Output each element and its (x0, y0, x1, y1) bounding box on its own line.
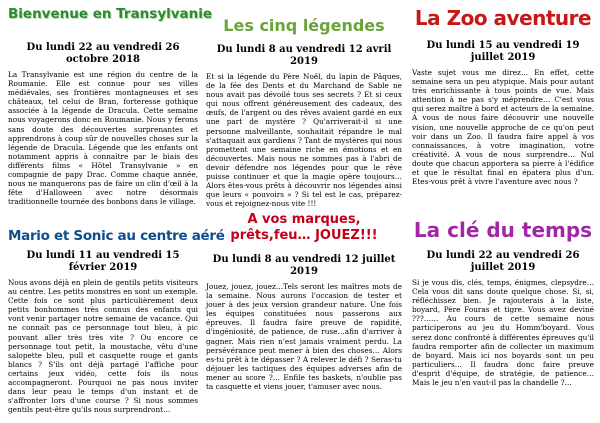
section-date: Du lundi 8 au vendredi 12 avril 2019 (216, 44, 392, 67)
section-title: Mario et Sonic au centre aéré (8, 228, 225, 244)
section-title: Bienvenue en Transylvanie (8, 6, 213, 22)
section-title: A vos marques, prêts,feu… JOUEZ!!! (230, 212, 378, 243)
section-text: Et si la légende du Père Noël, du lapin de Pâques, de la fée des Dents et du Marchand de Sable ne nous avait pas dévoilé tous ses secrets ? Et si ceux qui nous offrent généreusement des cadeaux, des œufs, de l'argent ou des rêves avaient gardé en eux une part de mystère ? Qu'arriverait-il si une personne malveillante, souhaitait répandre le mal s'attaquait aux gardiens ? Tant de mystères qui nous promettent une semaine riche en émotions et en découvertes. Mais nous ne sommes pas à l'abri de devoir défendre nos légendes pour que le rêve puisse continuer et que la magie opère toujours… Alors êtes-vous prêts à découvrir nos légendes ainsi que leurs « pouvoirs » ? Si tel est le cas, préparez-vous et rejoignez-nous vite !!! (206, 72, 402, 209)
section-date: Du lundi 22 au vendredi 26 octobre 2018 (26, 42, 180, 65)
section-date: Du lundi 11 au vendredi 15 février 2019 (26, 250, 180, 273)
section-zoo-aventure (412, 6, 594, 214)
section-text: Vaste sujet vous me direz… En effet, cette semaine sera un peu atypique. Mais pour autant très enrichissante à tous points de vue. Mais attention à ne pas s'y méprendre… C'est vous qui serez maître à bord et acteurs de la semaine. A vous de nous faire découvrir une nouvelle vision, une nouvelle approche de ce qu'on peut voir dans un Zoo. Il faudra faire appel à vos connaissances, à votre imagination, votre créativité. A vous de nous surprendre… Nul doute que chacun apportera sa pierre à l'édifice et que le résultat final en épatera plus d'un. Etes-vous prêt à vivre l'aventure avec nous ? (412, 68, 594, 187)
section-date: Du lundi 22 au vendredi 26 juillet 2019 (426, 250, 580, 273)
section-text: Jouez, jouez, jouez…Tels seront les maîtres mots de la semaine. Nous aurons l'occasion de tester et jouer à des jeux version grandeur nature. Une fois les équipes constituées nous passerons aux épreuves. Il faudra faire preuve de rapidité, d'ingéniosité, de patience, de ruse…afin d'arriver à gagner. Mais rien n'est jamais vraiment perdu. La persévérance peut mener à bien des choses… Alors es-tu prêt à te dépasser ? A relever le défi ? Seras-tu déjouer les tactiques des équipes adverses afin de mener au score ?… Enfile tes baskets, n'oublie pas ta casquette et viens jouer, t'amuser avec nous. (206, 282, 402, 392)
section-title: La Zoo aventure (414, 6, 592, 30)
section-mario-sonic (8, 228, 225, 423)
section-cinq-legendes (206, 6, 402, 214)
section-cle-du-temps (412, 218, 594, 423)
section-date: Du lundi 15 au vendredi 19 juillet 2019 (426, 40, 580, 63)
section-transylvanie (8, 6, 213, 214)
section-text: Si je vous dis, clés, temps, énigmes, clepsydre… Cela vous dit sans doute quelque chose. Si, si, réfléchissez bien. Je rajouterais à la liste, boyard, Père Fouras et tigre. Vous avez deviné ???…… Au cours de cette semaine nous participerons au jeu du Homm'boyard. Vous serez donc confronté à différentes épreuves qu'il faudra remporter afin de collecter un maximum de boyard. Mais ici nos boyards sont un peu particuliers… Il faudra donc faire preuve d'esprit d'équipe, de stratégie, de patience…Mais le jeu n'en vaut-il pas la chandelle ?… (412, 278, 594, 388)
section-title: La clé du temps (413, 218, 593, 242)
section-title: Les cinq légendes (223, 16, 385, 35)
section-text: Nous avons déjà en plein de gentils petits visiteurs au centre. Les petits monstres en sont un exemple. Cette fois ce sont plus particulièrement deux petits bonhommes très connus des enfants qui vont venir partager notre semaine de vacance. Qui ne connaît pas ce personnage tout bleu, à pic pouvant aller très très vite ? Ou encore ce personnage tout petit, la moustache, vêtu d'une salopette bleu, pull et casquette rouge et gants blancs ? S'ils ont déjà partagé l'affiche pour certains jeux vidéo, cette fois ils nous accompagneront. Pourquoi ne pas nous inviter dans leur peau le temps d'un instant et de s'affronter lors d'une course ? Si nous sommes gentils peut-être qu'ils nous surprendront… (8, 278, 198, 415)
section-vos-marques (206, 212, 402, 423)
section-date: Du lundi 8 au vendredi 12 juillet 2019 (212, 254, 396, 277)
section-text: La Transylvanie est une région du centre de la Roumanie. Elle est connue pour ses villes médiévales, ses frontières montagneuses et ses châteaux, tel celui de Bran, forteresse gothique associée à la légende de Dracula. Cette semaine nous voyagerons donc en Roumanie. Nous y ferons sans doute des découvertes surprenantes et apprendrons à coup sûr de nouvelles choses sur la légende de Dracula. Légende que les enfants ont notamment appris à connaître par le biais des différents films « Hôtel Transylvanie » en compagnie de papy Drac. Comme chaque année, nous ne manquerons pas de faire un clin d'œil à la fête d'Halloween avec notre désormais traditionnelle tournée des bonbons dans le village. (8, 70, 198, 207)
